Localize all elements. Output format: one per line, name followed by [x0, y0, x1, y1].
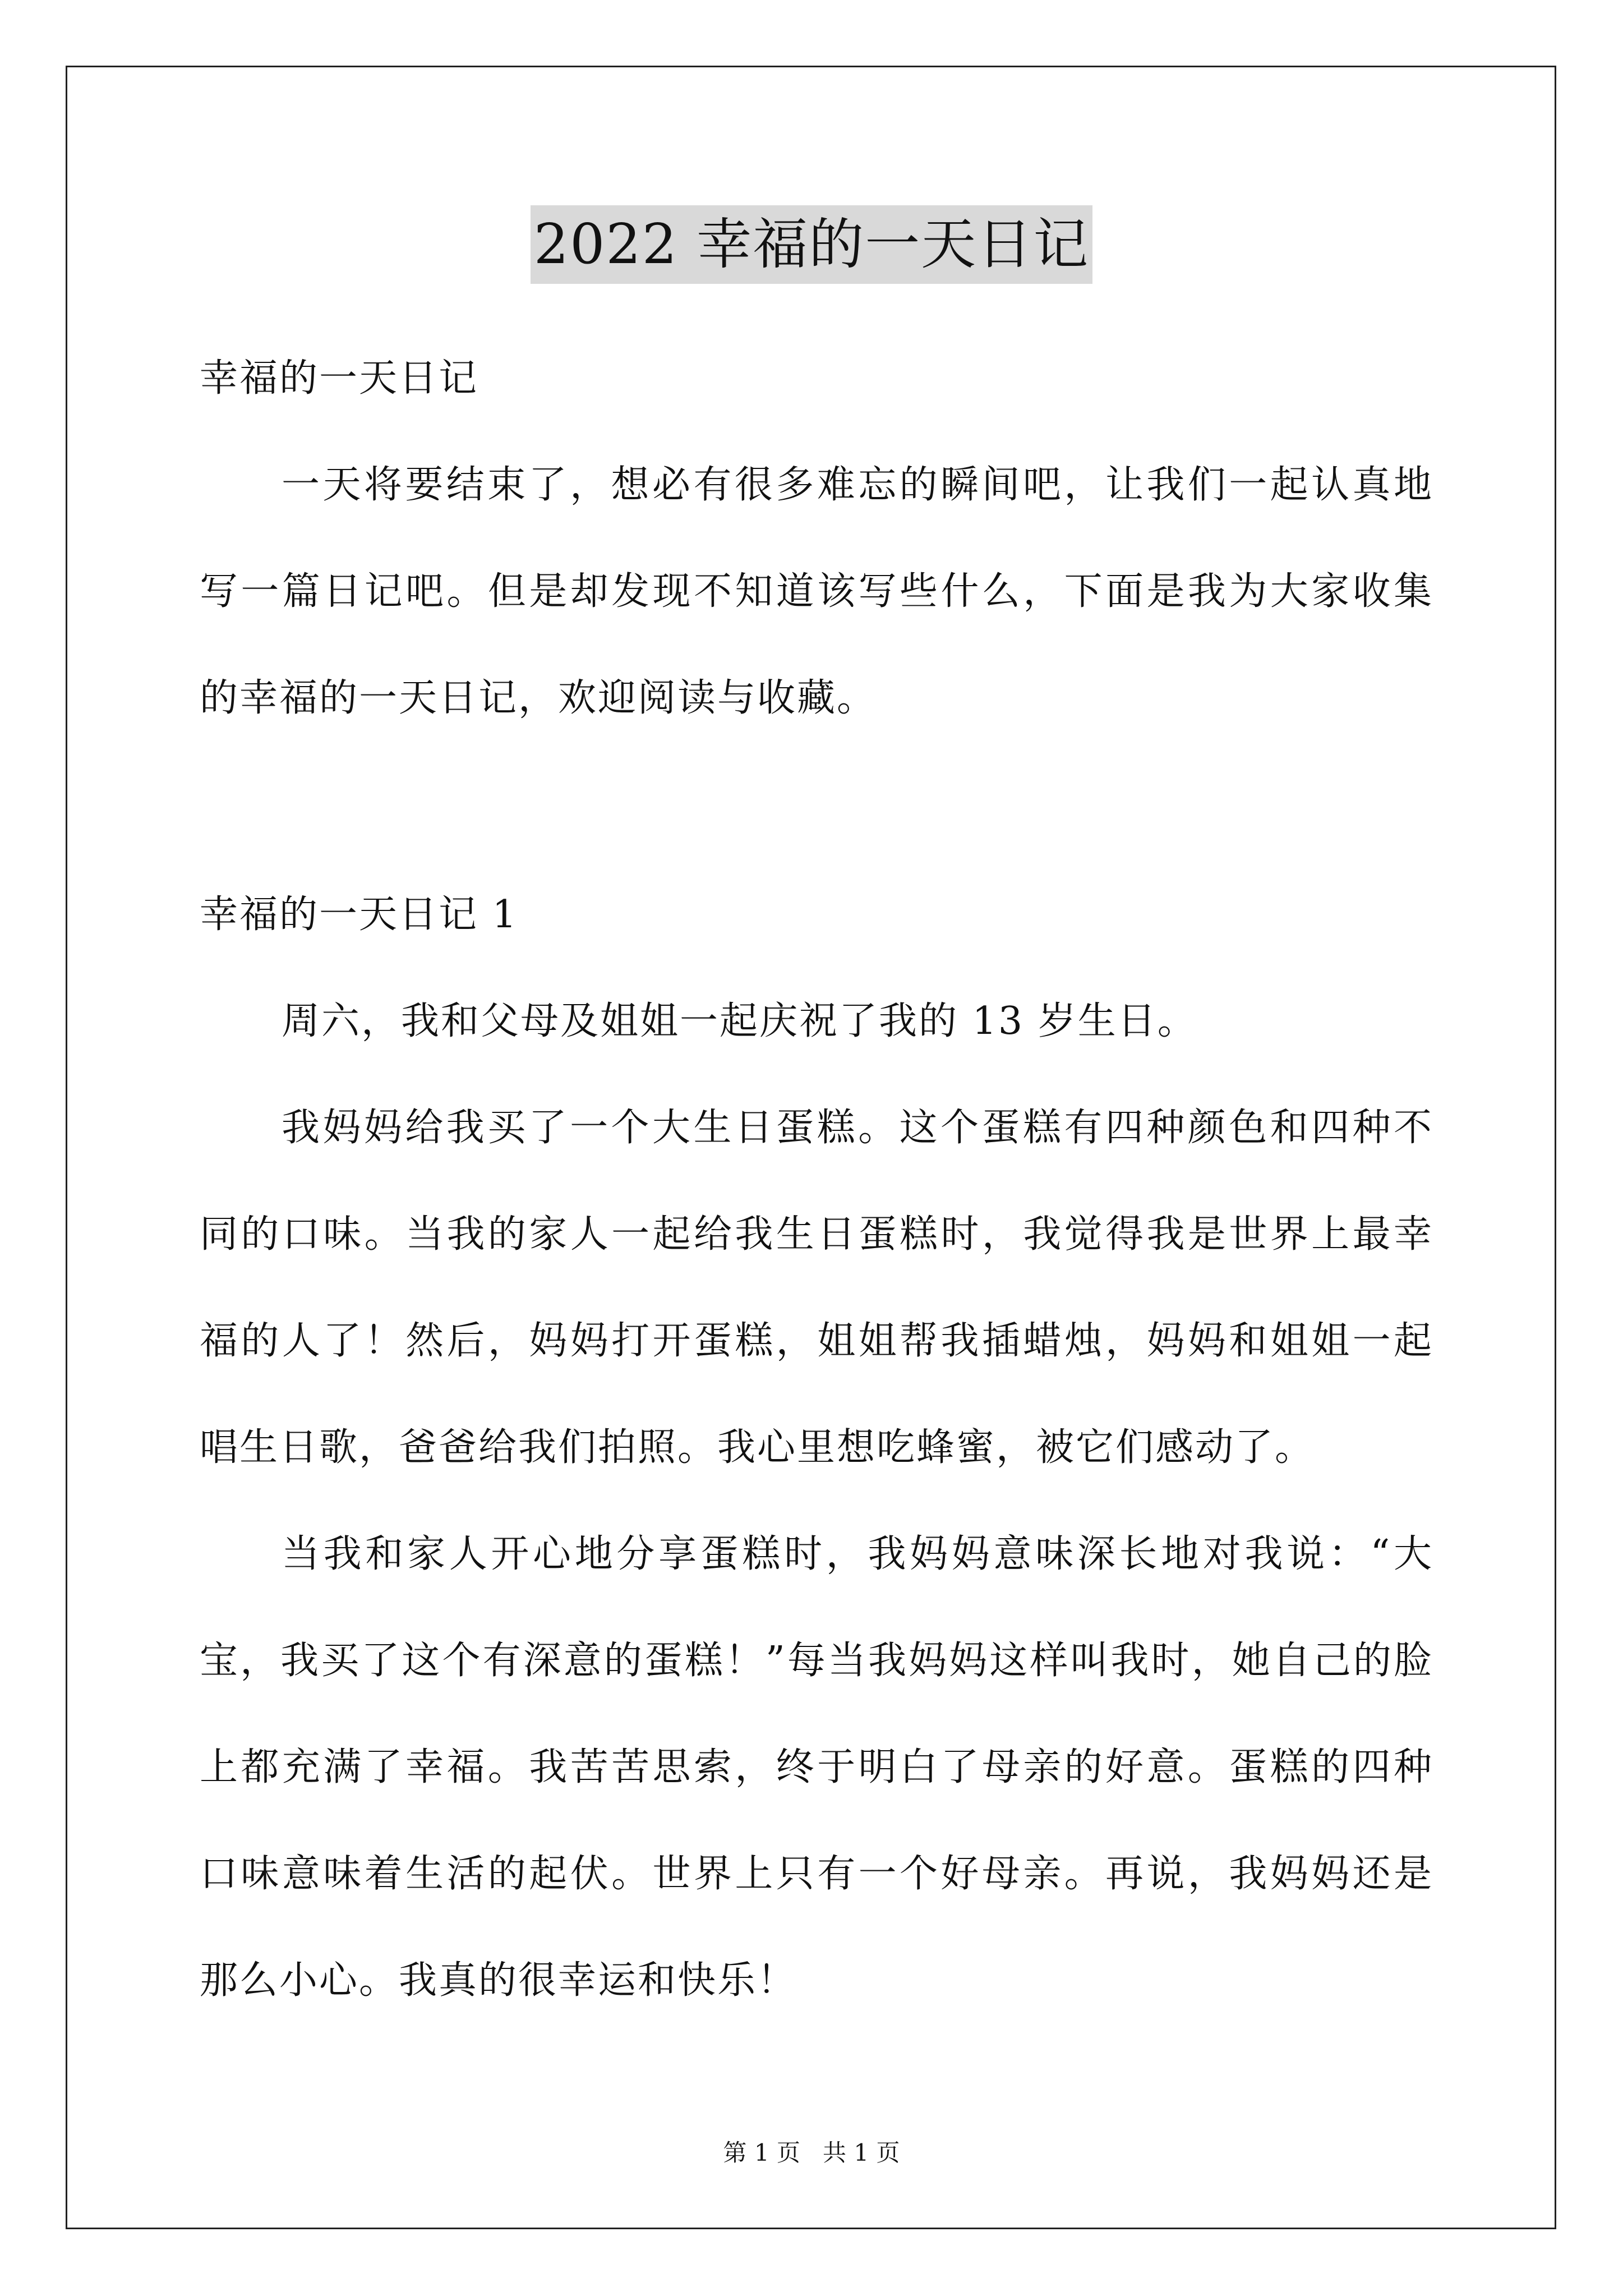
body-paragraph: 周六，我和父母及姐姐一起庆祝了我的 13 岁生日。 — [282, 999, 1197, 1043]
intro-paragraph: 一天将要结束了，想必有很多难忘的瞬间吧，让我们一起认真地写一篇日记吧。但是却发现不知道该写些什么，下面是我为大家收集的幸福的一天日记，欢迎阅读与收藏。 — [200, 463, 1433, 720]
body-paragraph: 我妈妈给我买了一个大生日蛋糕。这个蛋糕有四种颜色和四种不同的口味。当我的家人一起给我生日蛋糕时，我觉得我是世界上最幸福的人了！然后，妈妈打开蛋糕，姐姐帮我插蜡烛，妈妈和姐姐一起唱生日歌，爸爸给我们拍照。我心里想吃蜂蜜，被它们感动了。 — [200, 1106, 1433, 1470]
title-container — [0, 205, 1623, 284]
section-heading: 幸福的一天日记 1 — [200, 892, 518, 937]
section-heading-block — [200, 862, 1433, 968]
body-block — [200, 968, 1433, 2034]
subtitle-block — [200, 325, 1433, 432]
page-footer: 第 1 页 共 1 页 — [723, 2139, 900, 2166]
document-subtitle: 幸福的一天日记 — [200, 356, 479, 401]
intro-block — [200, 432, 1433, 752]
body-paragraph: 当我和家人开心地分享蛋糕时，我妈妈意味深长地对我说：“大宝，我买了这个有深意的蛋糕！”每当我妈妈这样叫我时，她自己的脸上都充满了幸福。我苦苦思索，终于明白了母亲的好意。蛋糕的四种口味意味着生活的起伏。世界上只有一个好母亲。再说，我妈妈还是那么小心。我真的很幸运和快乐！ — [200, 1532, 1433, 2003]
document-title: 2022 幸福的一天日记 — [531, 205, 1093, 284]
